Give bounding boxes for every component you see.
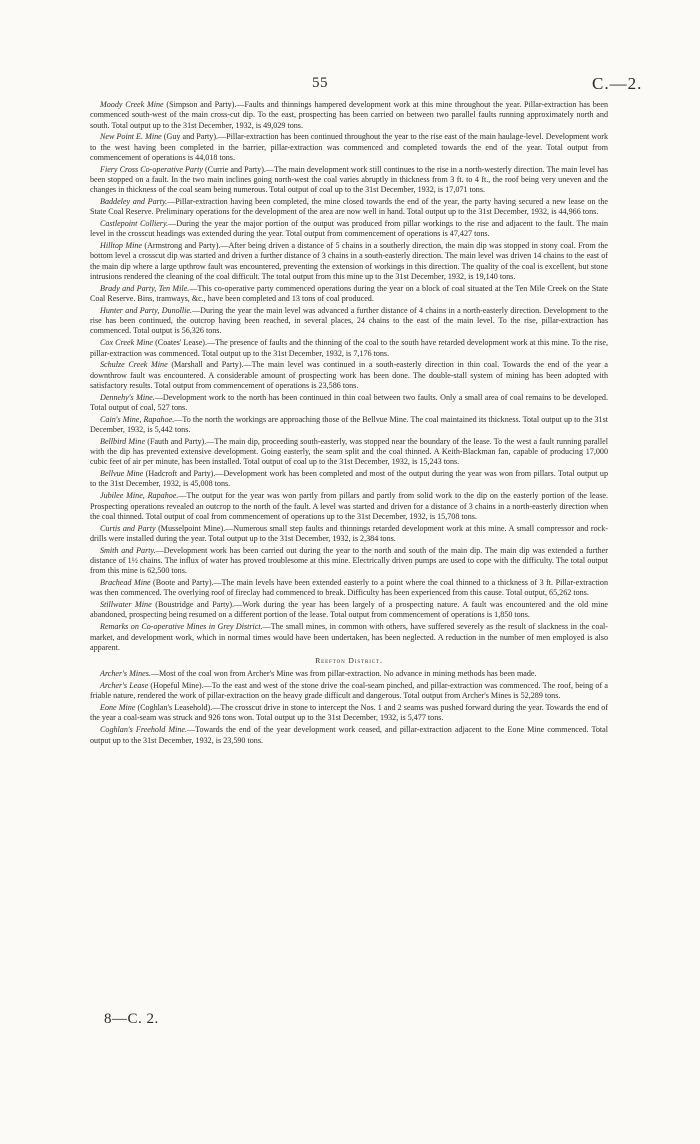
paragraph-title: Castlepoint Colliery. xyxy=(100,219,169,229)
paragraph xyxy=(90,306,608,337)
paragraph xyxy=(90,393,608,414)
paragraph-title: Brachead Mine xyxy=(100,578,151,588)
paragraph-text: (Boote and Party).—The main levels have been extended easterly to a point where the coal thinned to a thickness of 3 ft. Pillar-extraction was then commenced. The overlying roof of fireclay had commenced to break. Difficulty has been experienced from this cause. Total output, 65,262 tons. xyxy=(90,578,608,598)
paragraph xyxy=(90,491,608,522)
paragraph xyxy=(90,725,608,746)
paragraph-text: —Most of the coal won from Archer's Mine was from pillar-extraction. No advance in mining methods has been made. xyxy=(150,669,537,679)
paragraph-title: Moody Creek Mine xyxy=(100,100,164,109)
paragraph-group-reefton xyxy=(90,669,608,746)
paragraph xyxy=(90,415,608,436)
paragraph-text: (Armstrong and Party).—After being driven a distance of 5 chains in a southerly direction, the main dip was stopped in stony coal. From the bottom level a crosscut dip was started and driven a further distance of 3 chains in a south-easterly direction. The main level was driven 14 chains to the east of the main dip where a large upthrow fault was encountered, preventing the extension of workings in this direction. The quality of the coal is excellent, but stone intrusions rendered the cleaning of the coal difficult. The total output from this mine up to the 31st December, 1932, is 19,140 tons. xyxy=(90,241,608,281)
paragraph-text: (Musselpoint Mine).—Numerous small step faults and thinnings retarded development work at this mine. A small compressor and rock-drills were installed during the year. Total output up to the 31st December, 1932, is 2,384 tons. xyxy=(90,523,608,543)
paragraph xyxy=(90,338,608,359)
paragraph-text: —This co-operative party commenced operations during the year on a block of coal situated at the Ten Mile Creek on the State Coal Reserve. Bins, tramways, &c., have been completed and 13 tons of coal produced. xyxy=(90,283,608,304)
paragraph-text: (Boustridge and Party).—Work during the year has been largely of a prospecting nature. A fault was encountered and the old mine abandoned, prospecting being resumed on a different portion of the lease. Total output from commencement of operations is 1,850 tons. xyxy=(90,600,608,620)
paragraph xyxy=(90,622,608,653)
paragraph-text: (Fauth and Party).—The main dip, proceeding south-easterly, was stopped near the boundary of the lease. To the west a fault running parallel with the dip has prevented extensive development. Going easterly, the seam split and the coal thinned. A Keith-Blackman fan, capable of producing 17,000 cubic feet of air per minute, has been installed. Total output of coal up to the 31st December, 1932, is 15,243 tons. xyxy=(90,436,608,467)
paragraph-text: —The output for the year was won partly from pillars and partly from solid work to the dip on the easterly portion of the lease. Prospecting operations revealed an outcrop to the north of the fault. A level was started and driven for a distance of 3 chains in a north-easterly direction when the coal thinned. Total output of coal from commencement of operations up to the 31st December, 1932, is 15,708 tons. xyxy=(90,491,608,521)
paragraph-text: —Development work to the north has been continued in thin coal between two faults. Only a small area of coal remains to be developed. Total output of coal, 527 tons. xyxy=(90,392,608,412)
paragraph-title: New Point E. Mine xyxy=(100,132,162,142)
paragraph xyxy=(90,669,608,679)
paragraph-text: —During the year the major portion of the output was produced from pillar workings to the rise and adjacent to the fault. The main level in the crosscut headings was extended during the year. Total output from commencement of operations is 47,427 tons. xyxy=(90,219,608,239)
paragraph-title: Fiery Cross Co-operative Party xyxy=(100,164,203,174)
paragraph-title: Baddeley and Party. xyxy=(100,197,168,207)
page-number: 55 xyxy=(312,75,328,91)
paragraph-text: —Towards the end of the year development work ceased, and pillar-extraction adjacent to the Eone Mine commenced. Total output up to the 31st December, 1932, is 23,590 tons. xyxy=(90,725,608,745)
paragraph xyxy=(90,600,608,621)
paragraph-title: Bellbird Mine xyxy=(100,436,146,446)
document-body xyxy=(90,100,608,747)
paragraph-text: —The small mines, in common with others, have suffered severely as the result of slackness in the coal-market, and development work, which in normal times would have been undertaken, has been neglected. A reduction in the number of men employed is also apparent. xyxy=(90,622,608,652)
paragraph-title: Cox Creek Mine xyxy=(100,338,153,348)
paragraph-text: (Hadcroft and Party).—Development work has been completed and most of the output during the year was won from pillars. Total output up to the 31st December, 1932, is 45,008 tons. xyxy=(90,469,609,489)
paragraph xyxy=(90,197,608,218)
paragraph-text: —Pillar-extraction having been completed, the mine closed towards the end of the year, the party having secured a new lease on the State Coal Reserve. Preliminary operations for the development of the area are now well in hand. Total output up to the 31st December, 1932, is 44,966 tons. xyxy=(90,197,608,217)
paragraph-title: Coghlan's Freehold Mine. xyxy=(100,725,188,735)
document-code: C.—2. xyxy=(592,74,643,93)
paragraph xyxy=(90,578,608,599)
paragraph xyxy=(90,524,608,545)
paragraph-title: Smith and Party. xyxy=(100,545,156,555)
paragraph-title: Archer's Lease xyxy=(100,681,149,691)
paragraph-title: Archer's Mines. xyxy=(100,669,151,679)
paragraph-title: Cain's Mine, Rapahoe. xyxy=(100,414,175,424)
paragraph xyxy=(90,241,608,282)
paragraph-title: Dennehy's Mine. xyxy=(100,392,155,402)
paragraph-title: Stillwater Mine xyxy=(100,600,152,610)
paragraph xyxy=(90,681,608,702)
paragraph-text: (Guy and Party).—Pillar-extraction has been continued throughout the year to the rise east of the main haulage-level. Development work to the west having been completed in the barrier, pillar-extraction was commenced and completed towards the end of the year. Total output from commencement of operations is 44,018 tons. xyxy=(90,132,609,162)
paragraph-text: (Currie and Party).—The main development work still continues to the rise in a north-westerly direction. The main level has been stopped on a fault. In the two main inclines going north-west the coal varies abruptly in thickness from 3 ft. to 4 ft., the roof being very uneven and the changes in thickness of the coal seam being numerous. Total output of coal up to the 31st December, 1932, is 17,071 tons. xyxy=(90,164,609,195)
paragraph-title: Hilltop Mine xyxy=(100,241,142,251)
paragraph-text: (Coghlan's Leasehold).—The crosscut drive in stone to intercept the Nos. 1 and 2 seams was pushed forward during the year. Towards the end of the year a coal-seam was struck and 926 tons won. Total output up to the 31st December, 1932, is 5,477 tons. xyxy=(90,703,608,723)
paragraph xyxy=(90,469,608,490)
paragraph xyxy=(90,703,608,724)
paragraph-title: Hunter and Party, Dunollie. xyxy=(100,305,193,315)
paragraph xyxy=(90,165,608,196)
paragraph xyxy=(90,437,608,468)
section-heading: Reefton District. xyxy=(315,656,383,666)
paragraph-title: Bellvue Mine xyxy=(100,469,144,479)
paragraph xyxy=(90,132,608,163)
paragraph xyxy=(90,100,608,131)
paragraph-text: —During the year the main level was advanced a further distance of 4 chains in a north-easterly direction. Development to the rise has been continued, the outcrop having been reached, in several places, 24 chains to the east of the main level. To the rise, pillar-extraction has commenced. Total output is 56,326 tons. xyxy=(90,305,609,336)
paragraph-group-grey xyxy=(90,100,608,653)
paragraph xyxy=(90,546,608,577)
printer-signature: 8—C. 2. xyxy=(104,1011,159,1027)
paragraph-title: Jubilee Mine, Rapahoe. xyxy=(100,491,179,501)
paragraph-text: (Coates' Lease).—The presence of faults and the thinning of the coal to the south have retarded development work at this mine. To the rise, pillar-extraction was commenced. Total output up to the 31st December, 1932, is 7,176 tons. xyxy=(90,338,608,358)
paragraph-text: —Development work has been carried out during the year to the north and south of the main dip. The main dip was extended a further distance of 1½ chains. The influx of water has proved troublesome at this mine. Electrically driven pumps are used to cope with the difficulty. The total output from this mine is 62,500 tons. xyxy=(90,545,609,576)
paragraph-text: (Marshall and Party).—The main level was continued in a south-easterly direction in thin coal. Towards the end of the year a downthrow fault was encountered. A considerable amount of prospecting work has been done. The double-stall system of mining has been adopted with satisfactory results. Total output from commencement of operations is 23,586 tons. xyxy=(90,360,608,390)
paragraph xyxy=(90,219,608,240)
paragraph-title: Schulze Creek Mine xyxy=(100,360,168,370)
paragraph xyxy=(90,360,608,391)
paragraph xyxy=(90,284,608,305)
paragraph-title: Curtis and Party xyxy=(100,523,156,533)
paragraph-title: Remarks on Co-operative Mines in Grey District. xyxy=(100,622,263,632)
paragraph-title: Brady and Party, Ten Mile. xyxy=(100,283,190,293)
paragraph-text: (Simpson and Party).—Faults and thinnings hampered development work at this mine throughout the year. Pillar-extraction has been commenced south-west of the main cross-cut dip. To the east, prospecting has been carried on between two parallel faults running approximately north and south. Total output up to the 31st December, 1932, is 49,029 tons. xyxy=(90,100,608,130)
paragraph-text: (Hopeful Mine).—To the east and west of the stone drive the coal-seam pinched, and pillar-extraction was commenced. The roof, being of a friable nature, rendered the work of pillar-extraction on the heavy grade difficult and dangerous. Total output from Archer's Mines is 52,289 tons. xyxy=(90,681,608,701)
paragraph-text: —To the north the workings are approaching those of the Bellvue Mine. The coal maintained its thickness. Total output up to the 31st December, 1932, is 5,442 tons. xyxy=(90,414,608,435)
paragraph-title: Eone Mine xyxy=(100,703,136,713)
